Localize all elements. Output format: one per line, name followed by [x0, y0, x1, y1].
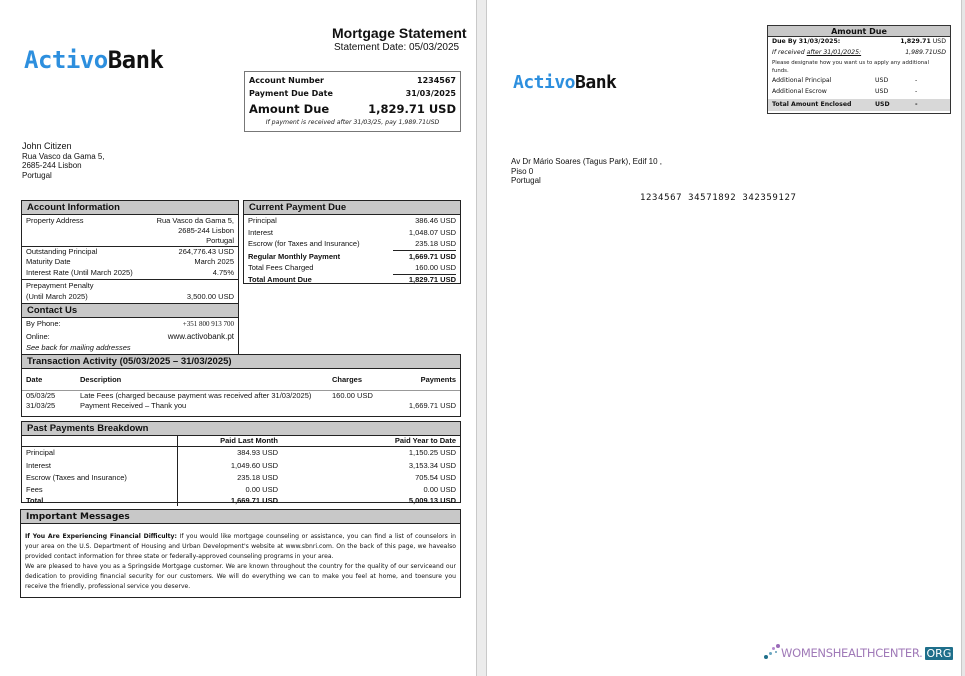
past-payments-box [21, 421, 461, 503]
website-link[interactable]: www.activobank.pt [167, 332, 234, 341]
activobank-logo: ActivoBank [24, 46, 164, 74]
watermark-dots-icon [763, 644, 781, 662]
account-number-row: Account Number 1234567 [249, 76, 456, 85]
important-messages-box [20, 509, 461, 598]
table-row: Fees 0.00 USD 0.00 USD [22, 484, 460, 495]
payment-due-date-row: Payment Due Date 31/03/2025 [249, 89, 456, 98]
statement-title: Mortgage Statement [332, 25, 467, 41]
late-payment-note: If payment is received after 31/03/25, pay 1,989.71USD [265, 119, 440, 126]
table-row: 31/03/25 Payment Received – Thank you 1,669.71 USD [26, 400, 456, 410]
additional-escrow-input[interactable]: - [915, 87, 918, 95]
account-summary-box [244, 71, 461, 132]
micr-line: 1234567 34571892 342359127 [640, 193, 797, 203]
contact-us-box [21, 303, 239, 355]
phone-number: +351 800 913 700 [182, 320, 234, 328]
amount-due: 1,829.71 USD [368, 102, 456, 116]
past-payments-table [22, 436, 460, 506]
total-enclosed-input[interactable]: - [915, 101, 918, 108]
important-messages-header: Important Messages [21, 510, 460, 524]
amount-due-coupon-header: Amount Due [768, 26, 950, 37]
property-address: Rua Vasco da Gama 5, 2685-244 Lisbon Portugal [156, 216, 234, 245]
watermark [763, 644, 953, 662]
escrow-row: Escrow (for Taxes and Insurance) 235.18 USD [244, 238, 460, 251]
account-information-box [21, 200, 239, 304]
statement-page-front [0, 0, 476, 676]
late-amount-row: If received after 31/01/2025: 1,989.71USD [772, 48, 946, 56]
important-messages-body: If You Are Experiencing Financial Difficulty: If you would like mortgage counseling or assistance, you can find a list of counselors in your area on the U.S. Department of Housing and Urban Development's website at www.sbnri.com. On the back of this page, we havealso provided contact information for three state or federally-approved counseling programs in your area. We are pleased to have you as a Springside Mortgage customer. We are known throughout the country for the quality of our serviceand our dedication to providing financial security for our customers. We will do everything we can to make you feel at home, and toensure you receive the friendly, professional service you deserve. [25, 533, 456, 590]
additional-escrow-row: Additional Escrow USD - [768, 87, 950, 98]
transaction-activity-header: Transaction Activity (05/03/2025 – 31/03/2025) [22, 355, 460, 369]
contact-us-header: Contact Us [22, 304, 238, 318]
transaction-header-row: Date Description Charges Payments [26, 375, 456, 384]
prepayment-penalty-row: Prepayment Penalty [26, 281, 94, 290]
table-row: Escrow (Taxes and Insurance) 235.18 USD 705.54 USD [22, 472, 460, 484]
table-row-total: Total 1,669.71 USD 5,009.13 USD [22, 495, 460, 506]
table-row: Principal 384.93 USD 1,150.25 USD [22, 447, 460, 460]
total-amount-due-row: Total Amount Due 1,829.71 USD [248, 274, 456, 284]
prepayment-penalty-value: 3,500.00 USD [186, 292, 234, 301]
past-payments-header: Past Payments Breakdown [22, 422, 460, 436]
current-payment-due-box [243, 200, 461, 284]
amount-due-row: Amount Due 1,829.71 USD [249, 102, 456, 116]
statement-date: Statement Date: 05/03/2025 [334, 42, 460, 53]
transaction-activity-box [21, 354, 461, 417]
regular-monthly-payment-row: Regular Monthly Payment 1,669.71 USD [248, 251, 456, 261]
phone-row: By Phone: +351 800 913 700 [26, 319, 234, 328]
additional-principal-input[interactable]: - [915, 77, 918, 84]
bank-return-address: Av Dr Mário Soares (Tagus Park), Edif 10 , Piso 0 Portugal [511, 157, 663, 185]
page-divider [476, 0, 487, 676]
table-row: Interest 1,049.60 USD 3,153.34 USD [22, 459, 460, 472]
designate-instructions: Please designate how you want us to apply any additional funds. [772, 60, 929, 74]
prepayment-penalty-value-row: (Until March 2025) 3,500.00 USD [26, 292, 234, 301]
table-row: 05/03/25 Late Fees (charged because payment was received after 31/03/2025) 160.00 USD [22, 390, 460, 401]
account-information-header: Account Information [22, 201, 238, 215]
current-payment-due-header: Current Payment Due [244, 201, 460, 215]
maturity-date-row: Maturity Date March 2025 [26, 257, 234, 266]
payment-due-date: 31/03/2025 [405, 89, 456, 98]
due-by-row: Due By 31/03/2025: 1,829.71 USD [772, 38, 946, 45]
activobank-logo: ActivoBank [513, 72, 617, 93]
total-enclosed-row: Total Amount Enclosed USD - [768, 99, 950, 111]
watermark-text: WOMENSHEALTHCENTER. [781, 646, 923, 660]
total-fees-row: Total Fees Charged 160.00 USD [244, 262, 460, 275]
page-edge [961, 0, 965, 676]
past-payments-header-row: Paid Last Month Paid Year to Date [22, 436, 460, 447]
property-address-row: Property Address Rua Vasco da Gama 5, 2685-244 Lisbon Portugal [26, 216, 234, 245]
mailing-note: See back for mailing addresses [26, 343, 131, 352]
additional-principal-row: Additional Principal USD - [768, 76, 950, 87]
outstanding-principal-row: Outstanding Principal 264,776.43 USD [26, 247, 234, 256]
interest-rate-row: Interest Rate (Until March 2025) 4.75% [26, 268, 234, 277]
customer-name: John Citizen [22, 141, 72, 151]
principal-row: Principal 386.46 USD [248, 216, 456, 225]
amount-due-coupon [767, 25, 951, 114]
online-row: Online: www.activobank.pt [26, 332, 234, 341]
customer-address: John Citizen Rua Vasco da Gama 5, 2685-244 Lisbon Portugal [22, 141, 105, 180]
watermark-badge: ORG [926, 646, 952, 660]
interest-row: Interest 1,048.07 USD [248, 227, 456, 237]
transaction-table [22, 375, 460, 411]
account-number: 1234567 [417, 76, 456, 85]
